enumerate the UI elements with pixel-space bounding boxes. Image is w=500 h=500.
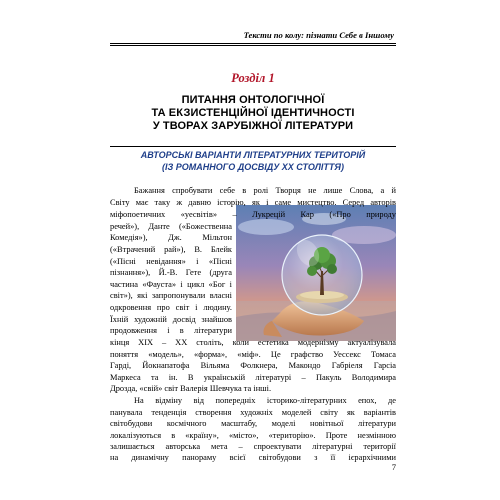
paragraph-line: Комедія»), Дж. Мільтон [110,233,232,242]
paragraph-line: світобудови космічного масштабу, моделі новітньої літератури [110,419,396,428]
paragraph-line: («Втрачений рай»), В. Блейк [110,245,232,254]
paragraph-line: Маркеса та ін. В українській літературі – Пакуль Володимира [110,373,396,382]
illustration-svg [236,205,396,341]
paragraph-line: поняття «модель», «форма», «міф». Це графство Уессекс Томаса [110,350,396,359]
paragraph-line: залишається авторська мета – спроектувати літературні території [110,442,396,451]
section-title-line: У ТВОРАХ ЗАРУБІЖНОЇ ЛІТЕРАТУРИ [152,120,354,132]
subtitle-line: (ІЗ РОМАННОГО ДОСВІДУ ХХ СТОЛІТТЯ) [162,162,344,172]
paragraph-line: міфопоетичних «уесвітів» – Лукрецій Кар («Про природу [110,210,396,219]
paragraph-line: Бажання спробувати себе в ролі Творця не лише Слова, а й [134,186,396,195]
page-number: 7 [391,462,396,472]
header-rule-secondary [110,45,396,46]
paragraph-line: На відміну від попередніх історико-літературних епох, де [134,396,396,405]
paragraph-line: одкровення про світ і людину. [110,303,232,312]
paragraph-line: речей»), Данте («Божественна [110,222,232,231]
subtitle-rule [110,146,396,147]
paragraph-line: панувала тенденція створення художніх моделей світу як варіантів [110,408,396,417]
paragraph-line: («Пісні невідання» і «Пісні [110,257,232,266]
subtitle [110,149,396,173]
paragraph-line: світ»), які запропонували власні [110,291,232,300]
paragraph-line: частина «Фауста» і цикл «Бог і [110,280,232,289]
paragraph-line: Гарді, Йокнапатофа Вільяма Фолкнера, Макондо Габріеля Гарсіа [110,361,396,370]
paragraph-line: пізнання»), Й.-В. Гете (друга [110,268,232,277]
paragraph-line: на динамічну панораму всієї світобудови з її ієрархічними [110,453,396,462]
section-title-line: ПИТАННЯ ОНТОЛОГІЧНОЇ [181,94,325,106]
section-title [110,94,396,133]
section-title-line: ТА ЕКЗИСТЕНЦІЙНОЇ ІДЕНТИЧНОСТІ [151,107,355,119]
paragraph-line: кінця XIX – XX століть, коли естетика модернізму актуалізувала [110,338,396,347]
paragraph-line: Дрозда, «свій» світ Валерія Шевчука та інші. [110,384,272,393]
running-head: Тексти по колу: пізнати Себе в Іншому [243,30,394,40]
paragraph-line: Їхній художній досвід знайшов [110,315,232,324]
subtitle-line: АВТОРСЬКІ ВАРІАНТИ ЛІТЕРАТУРНИХ ТЕРИТОРІЙ [140,150,366,160]
paragraph-line: локалізуються в «країну», «місто», «територію». Проте незмінною [110,431,396,440]
paragraph-line: продовження і в літератури [110,326,232,335]
glass-sphere-illustration [236,205,396,341]
section-label: Розділ 1 [231,71,275,85]
paragraph-line: Світу має таку ж давню історію, як і саме мистецтво. Серед авторів [110,198,396,207]
header-rule [110,43,396,44]
